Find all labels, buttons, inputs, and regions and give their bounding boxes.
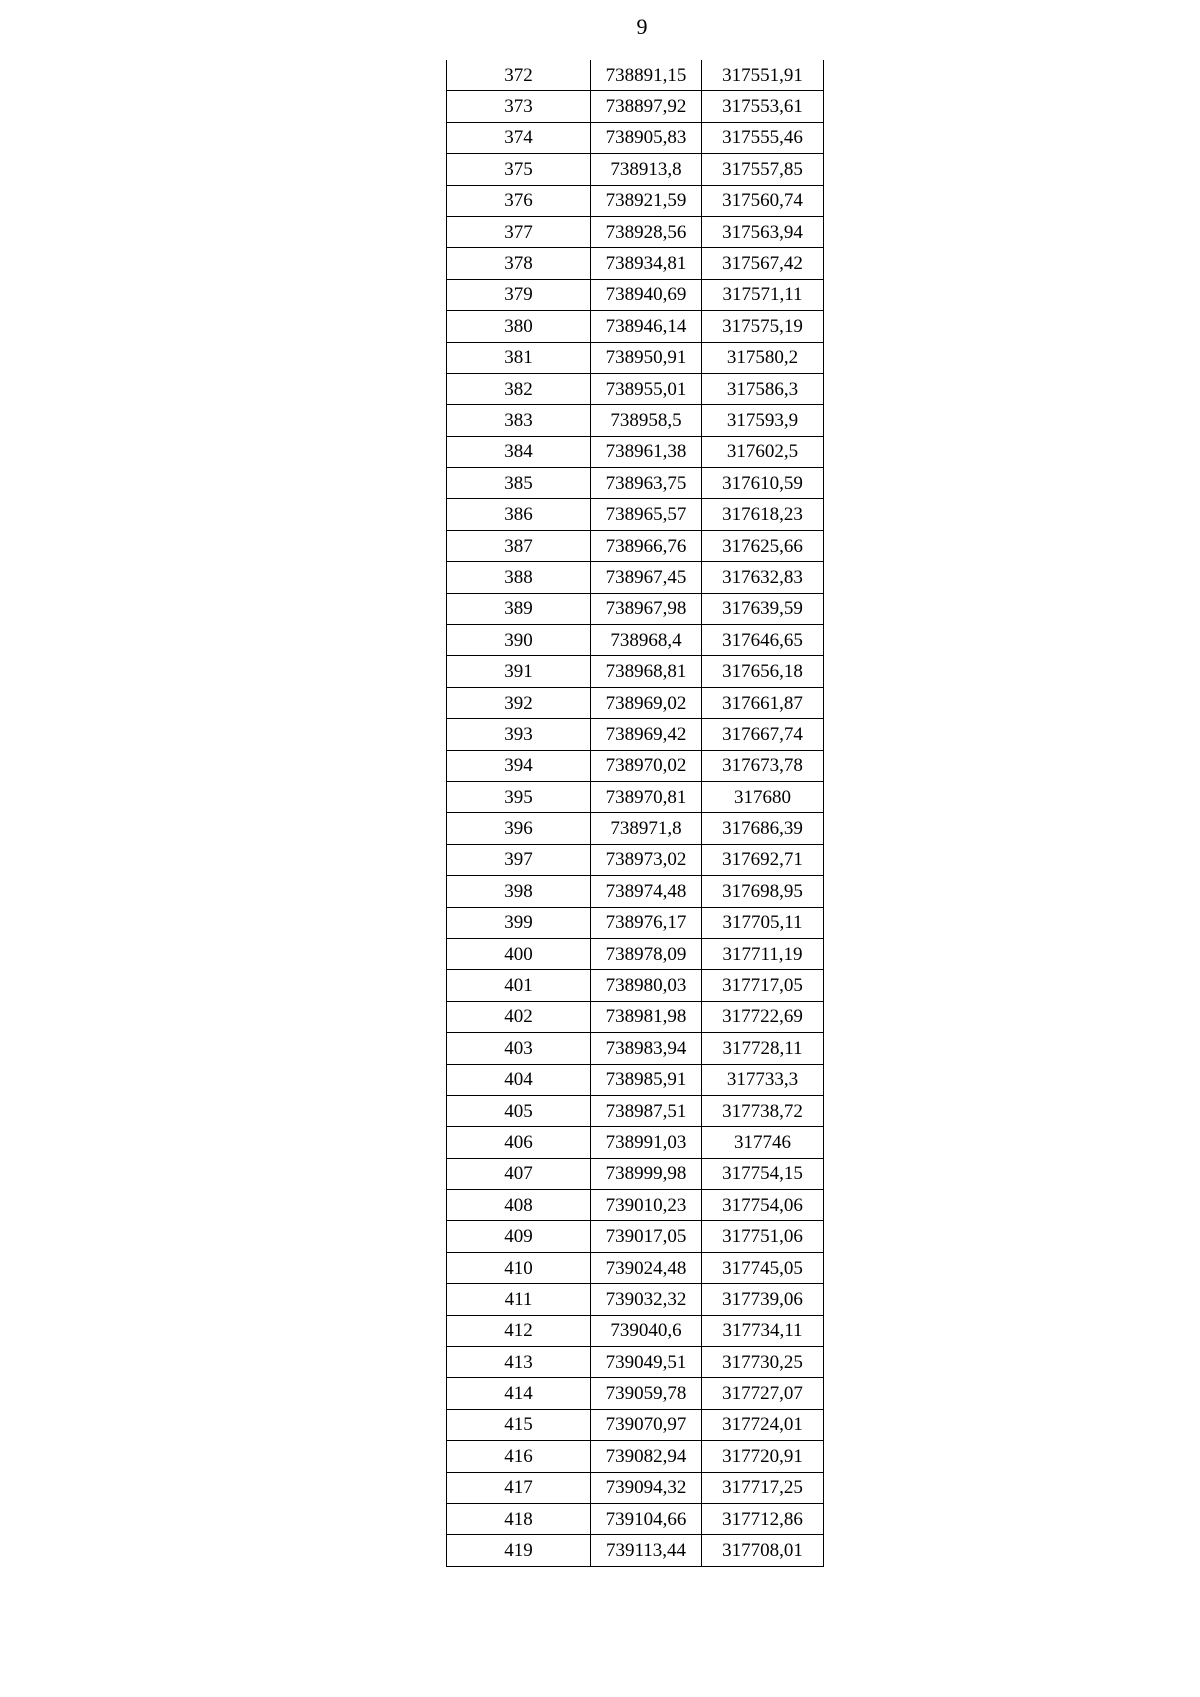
point-number-cell: 383 [447,405,591,436]
x-coordinate-cell: 738928,56 [591,216,702,247]
y-coordinate-cell: 317745,05 [702,1252,824,1283]
y-coordinate-cell: 317632,83 [702,562,824,593]
table-row [447,625,824,656]
y-coordinate-cell: 317586,3 [702,373,824,404]
x-coordinate-cell: 739049,51 [591,1347,702,1378]
table-row [447,1315,824,1346]
table-row [447,60,824,91]
point-number-cell: 393 [447,719,591,750]
y-coordinate-cell: 317593,9 [702,405,824,436]
table-row [447,405,824,436]
point-number-cell: 392 [447,687,591,718]
point-number-cell: 396 [447,813,591,844]
point-number-cell: 385 [447,468,591,499]
table-row [447,216,824,247]
table-row [447,1095,824,1126]
y-coordinate-cell: 317610,59 [702,468,824,499]
y-coordinate-cell: 317754,15 [702,1158,824,1189]
x-coordinate-cell: 738961,38 [591,436,702,467]
point-number-cell: 373 [447,91,591,122]
table-row [447,1127,824,1158]
point-number-cell: 406 [447,1127,591,1158]
y-coordinate-cell: 317680 [702,781,824,812]
point-number-cell: 402 [447,1001,591,1032]
y-coordinate-cell: 317580,2 [702,342,824,373]
x-coordinate-cell: 738940,69 [591,279,702,310]
x-coordinate-cell: 738968,81 [591,656,702,687]
point-number-cell: 399 [447,907,591,938]
x-coordinate-cell: 738973,02 [591,844,702,875]
point-number-cell: 404 [447,1064,591,1095]
y-coordinate-cell: 317734,11 [702,1315,824,1346]
y-coordinate-cell: 317567,42 [702,248,824,279]
point-number-cell: 415 [447,1409,591,1440]
point-number-cell: 384 [447,436,591,467]
table-row [447,342,824,373]
x-coordinate-cell: 738913,8 [591,154,702,185]
y-coordinate-cell: 317673,78 [702,750,824,781]
table-row [447,122,824,153]
table-row [447,719,824,750]
page-number: 9 [636,14,648,39]
x-coordinate-cell: 739024,48 [591,1252,702,1283]
table-row [447,154,824,185]
x-coordinate-cell: 738968,4 [591,625,702,656]
y-coordinate-cell: 317625,66 [702,530,824,561]
table-row [447,279,824,310]
point-number-cell: 417 [447,1472,591,1503]
point-number-cell: 419 [447,1535,591,1566]
y-coordinate-cell: 317717,05 [702,970,824,1001]
point-number-cell: 394 [447,750,591,781]
y-coordinate-cell: 317560,74 [702,185,824,216]
point-number-cell: 411 [447,1284,591,1315]
x-coordinate-cell: 738978,09 [591,938,702,969]
x-coordinate-cell: 739094,32 [591,1472,702,1503]
y-coordinate-cell: 317733,3 [702,1064,824,1095]
y-coordinate-cell: 317739,06 [702,1284,824,1315]
x-coordinate-cell: 738987,51 [591,1095,702,1126]
table-row [447,311,824,342]
table-row [447,1001,824,1032]
x-coordinate-cell: 738969,42 [591,719,702,750]
y-coordinate-cell: 317571,11 [702,279,824,310]
x-coordinate-cell: 738976,17 [591,907,702,938]
x-coordinate-cell: 738981,98 [591,1001,702,1032]
x-coordinate-cell: 739104,66 [591,1503,702,1534]
point-number-cell: 410 [447,1252,591,1283]
x-coordinate-cell: 738980,03 [591,970,702,1001]
y-coordinate-cell: 317728,11 [702,1033,824,1064]
point-number-cell: 400 [447,938,591,969]
y-coordinate-cell: 317730,25 [702,1347,824,1378]
y-coordinate-cell: 317563,94 [702,216,824,247]
table-row [447,373,824,404]
x-coordinate-cell: 739059,78 [591,1378,702,1409]
table-row [447,1378,824,1409]
y-coordinate-cell: 317661,87 [702,687,824,718]
y-coordinate-cell: 317618,23 [702,499,824,530]
x-coordinate-cell: 739032,32 [591,1284,702,1315]
point-number-cell: 416 [447,1441,591,1472]
coordinates-table-body [447,60,824,1566]
y-coordinate-cell: 317686,39 [702,813,824,844]
y-coordinate-cell: 317751,06 [702,1221,824,1252]
point-number-cell: 412 [447,1315,591,1346]
x-coordinate-cell: 738934,81 [591,248,702,279]
x-coordinate-cell: 739017,05 [591,1221,702,1252]
x-coordinate-cell: 739082,94 [591,1441,702,1472]
point-number-cell: 414 [447,1378,591,1409]
x-coordinate-cell: 738967,45 [591,562,702,593]
table-row [447,907,824,938]
x-coordinate-cell: 738971,8 [591,813,702,844]
table-row [447,813,824,844]
x-coordinate-cell: 738983,94 [591,1033,702,1064]
x-coordinate-cell: 738897,92 [591,91,702,122]
table-row [447,185,824,216]
point-number-cell: 409 [447,1221,591,1252]
point-number-cell: 405 [447,1095,591,1126]
table-row [447,1535,824,1566]
table-row [447,687,824,718]
x-coordinate-cell: 738905,83 [591,122,702,153]
x-coordinate-cell: 738969,02 [591,687,702,718]
point-number-cell: 398 [447,876,591,907]
y-coordinate-cell: 317711,19 [702,938,824,969]
y-coordinate-cell: 317646,65 [702,625,824,656]
y-coordinate-cell: 317692,71 [702,844,824,875]
table-row [447,1190,824,1221]
point-number-cell: 403 [447,1033,591,1064]
table-row [447,656,824,687]
coordinates-table [446,60,824,1567]
x-coordinate-cell: 739010,23 [591,1190,702,1221]
y-coordinate-cell: 317724,01 [702,1409,824,1440]
point-number-cell: 382 [447,373,591,404]
point-number-cell: 391 [447,656,591,687]
point-number-cell: 378 [447,248,591,279]
x-coordinate-cell: 739070,97 [591,1409,702,1440]
table-row [447,938,824,969]
point-number-cell: 389 [447,593,591,624]
y-coordinate-cell: 317551,91 [702,60,824,91]
point-number-cell: 397 [447,844,591,875]
x-coordinate-cell: 738921,59 [591,185,702,216]
x-coordinate-cell: 738950,91 [591,342,702,373]
table-row [447,499,824,530]
x-coordinate-cell: 739040,6 [591,1315,702,1346]
x-coordinate-cell: 738891,15 [591,60,702,91]
table-row [447,844,824,875]
x-coordinate-cell: 738963,75 [591,468,702,499]
point-number-cell: 375 [447,154,591,185]
y-coordinate-cell: 317722,69 [702,1001,824,1032]
table-row [447,1347,824,1378]
y-coordinate-cell: 317746 [702,1127,824,1158]
point-number-cell: 407 [447,1158,591,1189]
y-coordinate-cell: 317754,06 [702,1190,824,1221]
table-row [447,1409,824,1440]
table-row [447,1284,824,1315]
point-number-cell: 386 [447,499,591,530]
table-row [447,1441,824,1472]
point-number-cell: 387 [447,530,591,561]
table-row [447,1472,824,1503]
x-coordinate-cell: 738946,14 [591,311,702,342]
y-coordinate-cell: 317602,5 [702,436,824,467]
table-row [447,593,824,624]
point-number-cell: 413 [447,1347,591,1378]
y-coordinate-cell: 317717,25 [702,1472,824,1503]
point-number-cell: 418 [447,1503,591,1534]
y-coordinate-cell: 317698,95 [702,876,824,907]
y-coordinate-cell: 317557,85 [702,154,824,185]
point-number-cell: 381 [447,342,591,373]
x-coordinate-cell: 738958,5 [591,405,702,436]
y-coordinate-cell: 317656,18 [702,656,824,687]
point-number-cell: 388 [447,562,591,593]
y-coordinate-cell: 317705,11 [702,907,824,938]
table-row [447,1252,824,1283]
table-row [447,1503,824,1534]
table-row [447,1064,824,1095]
x-coordinate-cell: 738974,48 [591,876,702,907]
x-coordinate-cell: 738965,57 [591,499,702,530]
y-coordinate-cell: 317708,01 [702,1535,824,1566]
point-number-cell: 390 [447,625,591,656]
x-coordinate-cell: 738985,91 [591,1064,702,1095]
table-row [447,530,824,561]
y-coordinate-cell: 317720,91 [702,1441,824,1472]
x-coordinate-cell: 738955,01 [591,373,702,404]
table-row [447,1221,824,1252]
y-coordinate-cell: 317738,72 [702,1095,824,1126]
point-number-cell: 401 [447,970,591,1001]
table-row [447,562,824,593]
x-coordinate-cell: 738970,81 [591,781,702,812]
table-row [447,468,824,499]
point-number-cell: 380 [447,311,591,342]
point-number-cell: 408 [447,1190,591,1221]
table-row [447,91,824,122]
y-coordinate-cell: 317667,74 [702,719,824,750]
y-coordinate-cell: 317575,19 [702,311,824,342]
y-coordinate-cell: 317712,86 [702,1503,824,1534]
point-number-cell: 376 [447,185,591,216]
x-coordinate-cell: 738991,03 [591,1127,702,1158]
point-number-cell: 374 [447,122,591,153]
x-coordinate-cell: 738967,98 [591,593,702,624]
y-coordinate-cell: 317553,61 [702,91,824,122]
point-number-cell: 377 [447,216,591,247]
point-number-cell: 395 [447,781,591,812]
table-row [447,781,824,812]
table-row [447,248,824,279]
table-row [447,750,824,781]
x-coordinate-cell: 738966,76 [591,530,702,561]
point-number-cell: 379 [447,279,591,310]
x-coordinate-cell: 739113,44 [591,1535,702,1566]
table-row [447,970,824,1001]
y-coordinate-cell: 317727,07 [702,1378,824,1409]
point-number-cell: 372 [447,60,591,91]
table-row [447,876,824,907]
x-coordinate-cell: 738970,02 [591,750,702,781]
x-coordinate-cell: 738999,98 [591,1158,702,1189]
y-coordinate-cell: 317555,46 [702,122,824,153]
table-row [447,1158,824,1189]
table-row [447,436,824,467]
y-coordinate-cell: 317639,59 [702,593,824,624]
table-row [447,1033,824,1064]
